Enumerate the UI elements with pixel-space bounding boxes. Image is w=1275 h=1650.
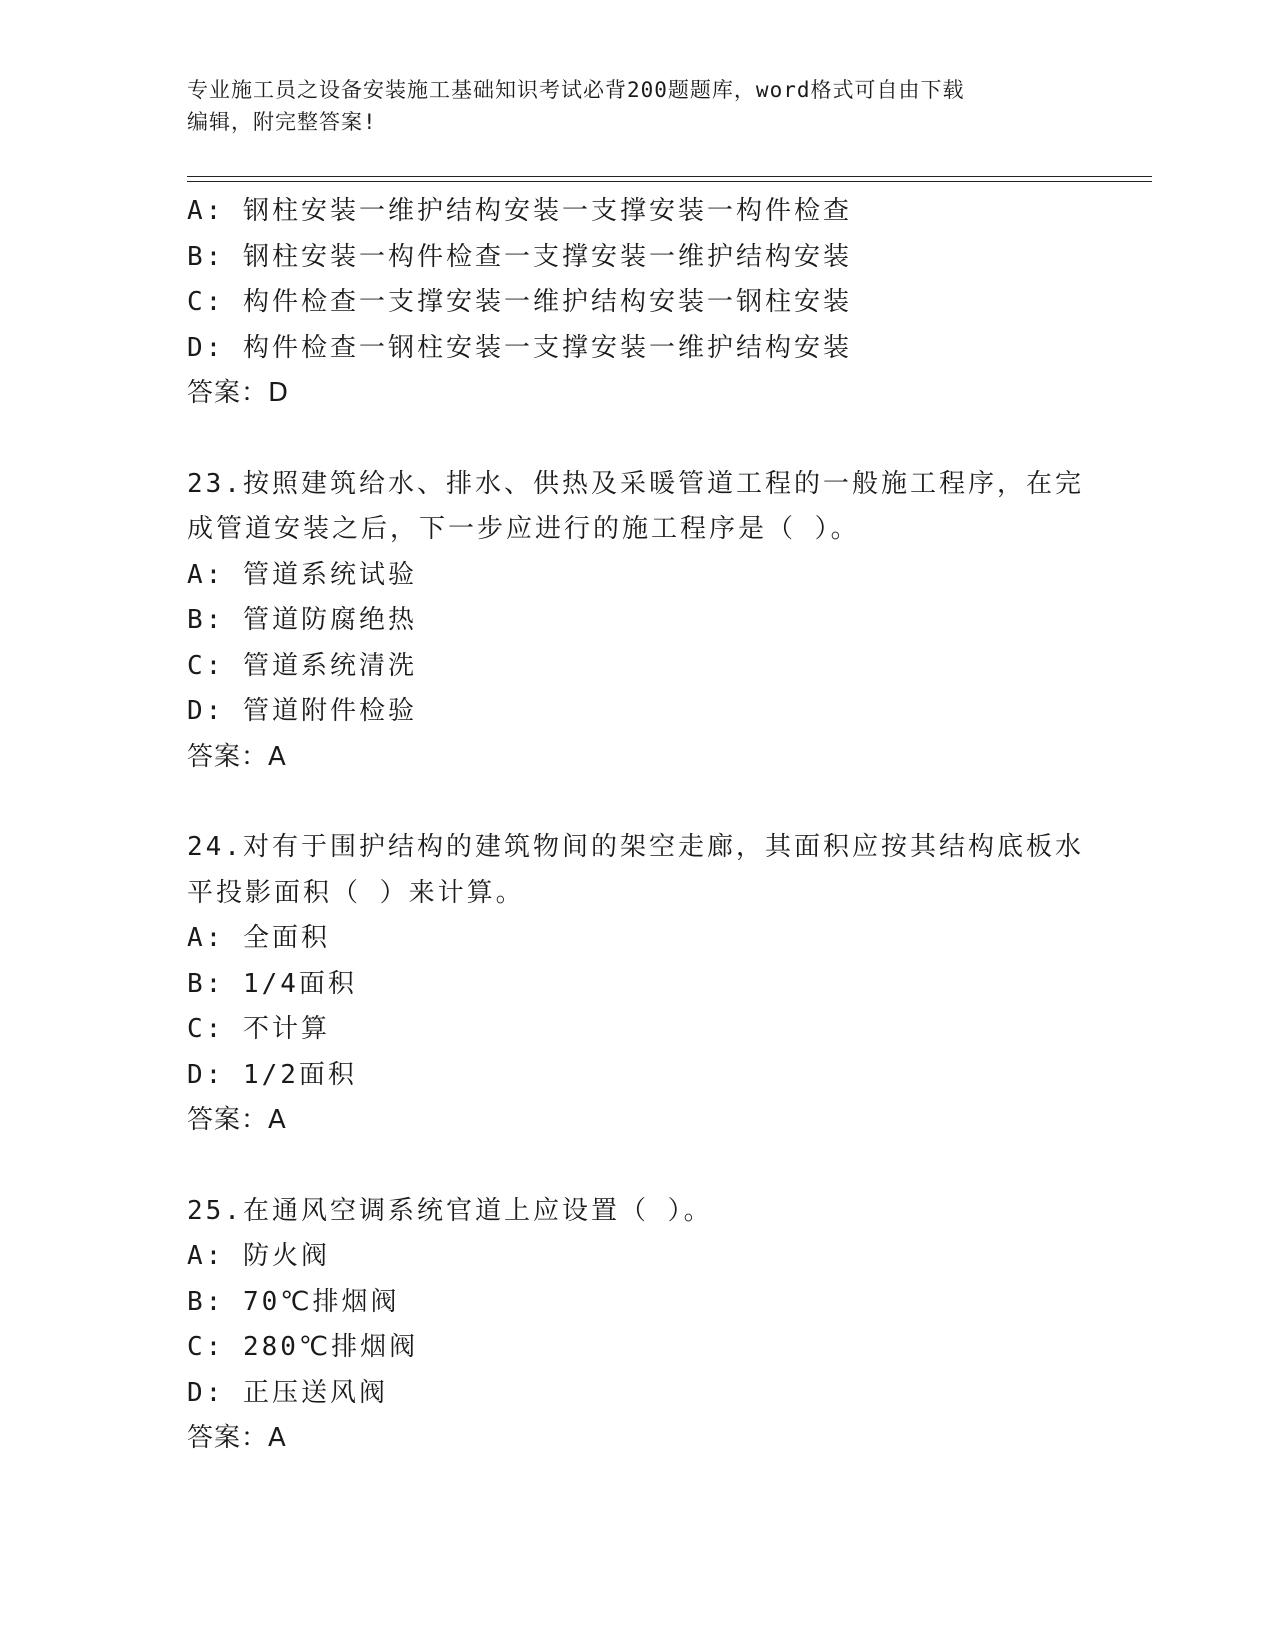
question-22-tail — [187, 189, 1087, 417]
question-23 — [187, 462, 1087, 781]
answer: 答案：A — [187, 1105, 287, 1135]
option-c: C: 不计算 — [187, 1014, 330, 1044]
option-b: B: 1/4面积 — [187, 968, 357, 999]
header-line-2: 编辑，附完整答案! — [187, 110, 377, 134]
option-b: B: 70℃排烟阀 — [187, 1286, 400, 1317]
option-b: B: 钢柱安装一构件检查一支撑安装一维护结构安装 — [187, 241, 852, 272]
option-a: A: 管道系统试验 — [187, 559, 417, 590]
question-text: 23.按照建筑给水、排水、供热及采暖管道工程的一般施工程序，在完 — [187, 468, 1084, 499]
option-d: D: 构件检查一钢柱安装一支撑安装一维护结构安装 — [187, 332, 852, 363]
option-a: A: 钢柱安装一维护结构安装一支撑安装一构件检查 — [187, 196, 852, 226]
header-line-1: 专业施工员之设备安装施工基础知识考试必背200题题库，word格式可自由下载 — [187, 78, 965, 102]
answer: 答案：A — [187, 741, 287, 772]
question-list — [187, 189, 1087, 1462]
option-c: C: 管道系统清洗 — [187, 650, 417, 681]
header-divider-top — [187, 176, 1152, 177]
option-d: D: 管道附件检验 — [187, 696, 417, 726]
question-24 — [187, 825, 1087, 1144]
option-b: B: 管道防腐绝热 — [187, 605, 417, 635]
question-text: 25.在通风空调系统官道上应设置（ ）。 — [187, 1195, 713, 1226]
option-c: C: 280℃排烟阀 — [187, 1332, 419, 1362]
question-25 — [187, 1189, 1087, 1462]
option-d: D: 正压送风阀 — [187, 1377, 388, 1408]
option-a: A: 全面积 — [187, 923, 330, 953]
question-text: 成管道安装之后，下一步应进行的施工程序是（ ）。 — [187, 514, 860, 544]
header-divider-bottom — [187, 181, 1152, 182]
option-c: C: 构件检查一支撑安装一维护结构安装一钢柱安装 — [187, 287, 852, 317]
option-d: D: 1/2面积 — [187, 1059, 357, 1090]
question-text: 平投影面积（ ）来计算。 — [187, 877, 525, 908]
option-a: A: 防火阀 — [187, 1241, 330, 1271]
document-header — [187, 74, 1087, 138]
answer: 答案：A — [187, 1423, 287, 1453]
answer: 答案：D — [187, 378, 290, 408]
question-text: 24.对有于围护结构的建筑物间的架空走廊，其面积应按其结构底板水 — [187, 832, 1084, 862]
